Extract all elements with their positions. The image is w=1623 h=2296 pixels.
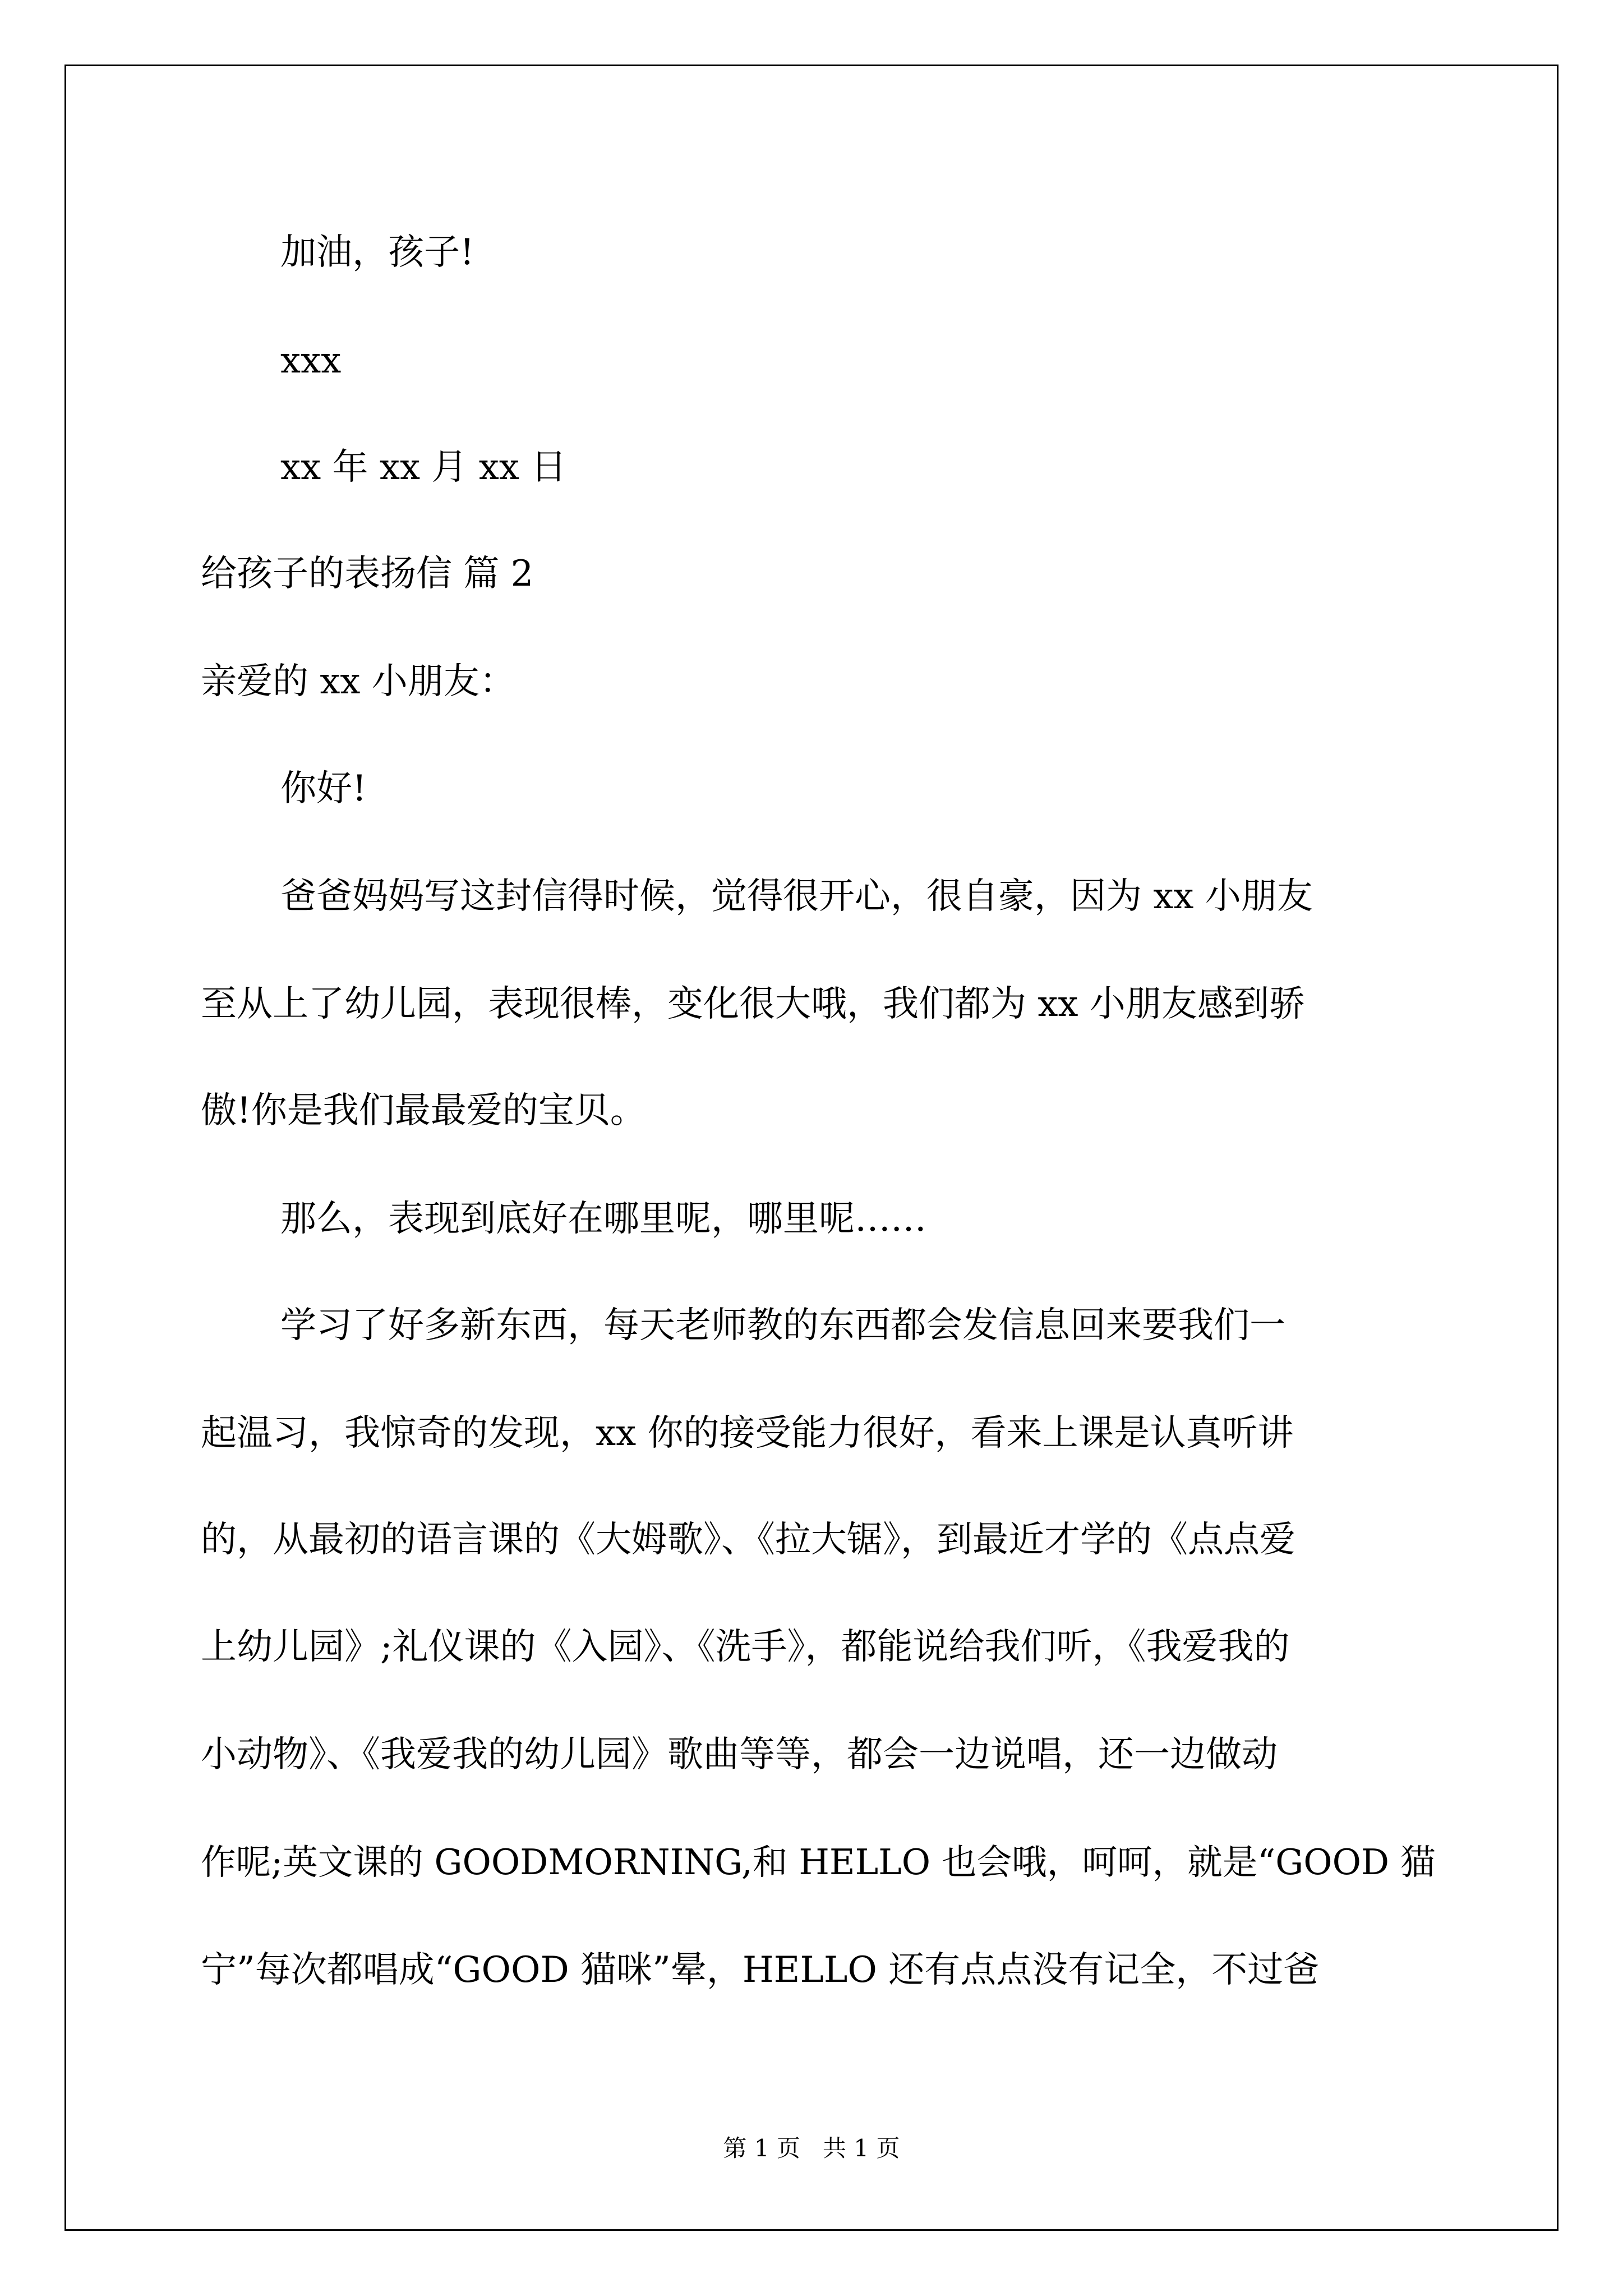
- date-line: xx 年 xx 月 xx 日: [280, 447, 567, 488]
- paragraph-line: 的，从最初的语言课的《大姆歌》、《拉大锯》，到最近才学的《点点爱: [201, 1519, 1295, 1561]
- paragraph-line: 至从上了幼儿园，表现很棒，变化很大哦，我们都为 xx 小朋友感到骄: [201, 983, 1305, 1025]
- page-border: [64, 65, 1559, 2231]
- salutation-line: 亲爱的 xx 小朋友：: [201, 661, 515, 702]
- closing-line: 加油，孩子!: [280, 232, 474, 273]
- section-heading: 给孩子的表扬信 篇 2: [201, 553, 534, 595]
- paragraph-line: 小动物》、《我爱我的幼儿园》歌曲等等，都会一边说唱，还一边做动: [201, 1734, 1278, 1775]
- paragraph-line: 宁”每次都唱成“GOOD 猫咪”晕，HELLO 还有点点没有记全，不过爸: [201, 1949, 1320, 1991]
- paragraph-line: 那么，表现到底好在哪里呢，哪里呢……: [280, 1198, 926, 1240]
- paragraph-line: 作呢;英文课的 GOODMORNING,和 HELLO 也会哦，呵呵，就是“GOOD 猫: [201, 1842, 1436, 1883]
- paragraph-line: 爸爸妈妈写这封信得时候，觉得很开心，很自豪，因为 xx 小朋友: [280, 876, 1313, 917]
- paragraph-line: 傲!你是我们最最爱的宝贝。: [201, 1090, 646, 1131]
- paragraph-line: 起温习，我惊奇的发现，xx 你的接受能力很好，看来上课是认真听讲: [201, 1412, 1294, 1454]
- paragraph-line: 学习了好多新东西，每天老师教的东西都会发信息回来要我们一: [280, 1305, 1285, 1346]
- paragraph-line: 上幼儿园》;礼仪课的《入园》、《洗手》，都能说给我们听，《我爱我的: [201, 1626, 1290, 1668]
- greeting-line: 你好!: [280, 768, 367, 809]
- signature-line: xxx: [280, 340, 342, 381]
- page-number-footer: 第 1 页 共 1 页: [723, 2134, 900, 2162]
